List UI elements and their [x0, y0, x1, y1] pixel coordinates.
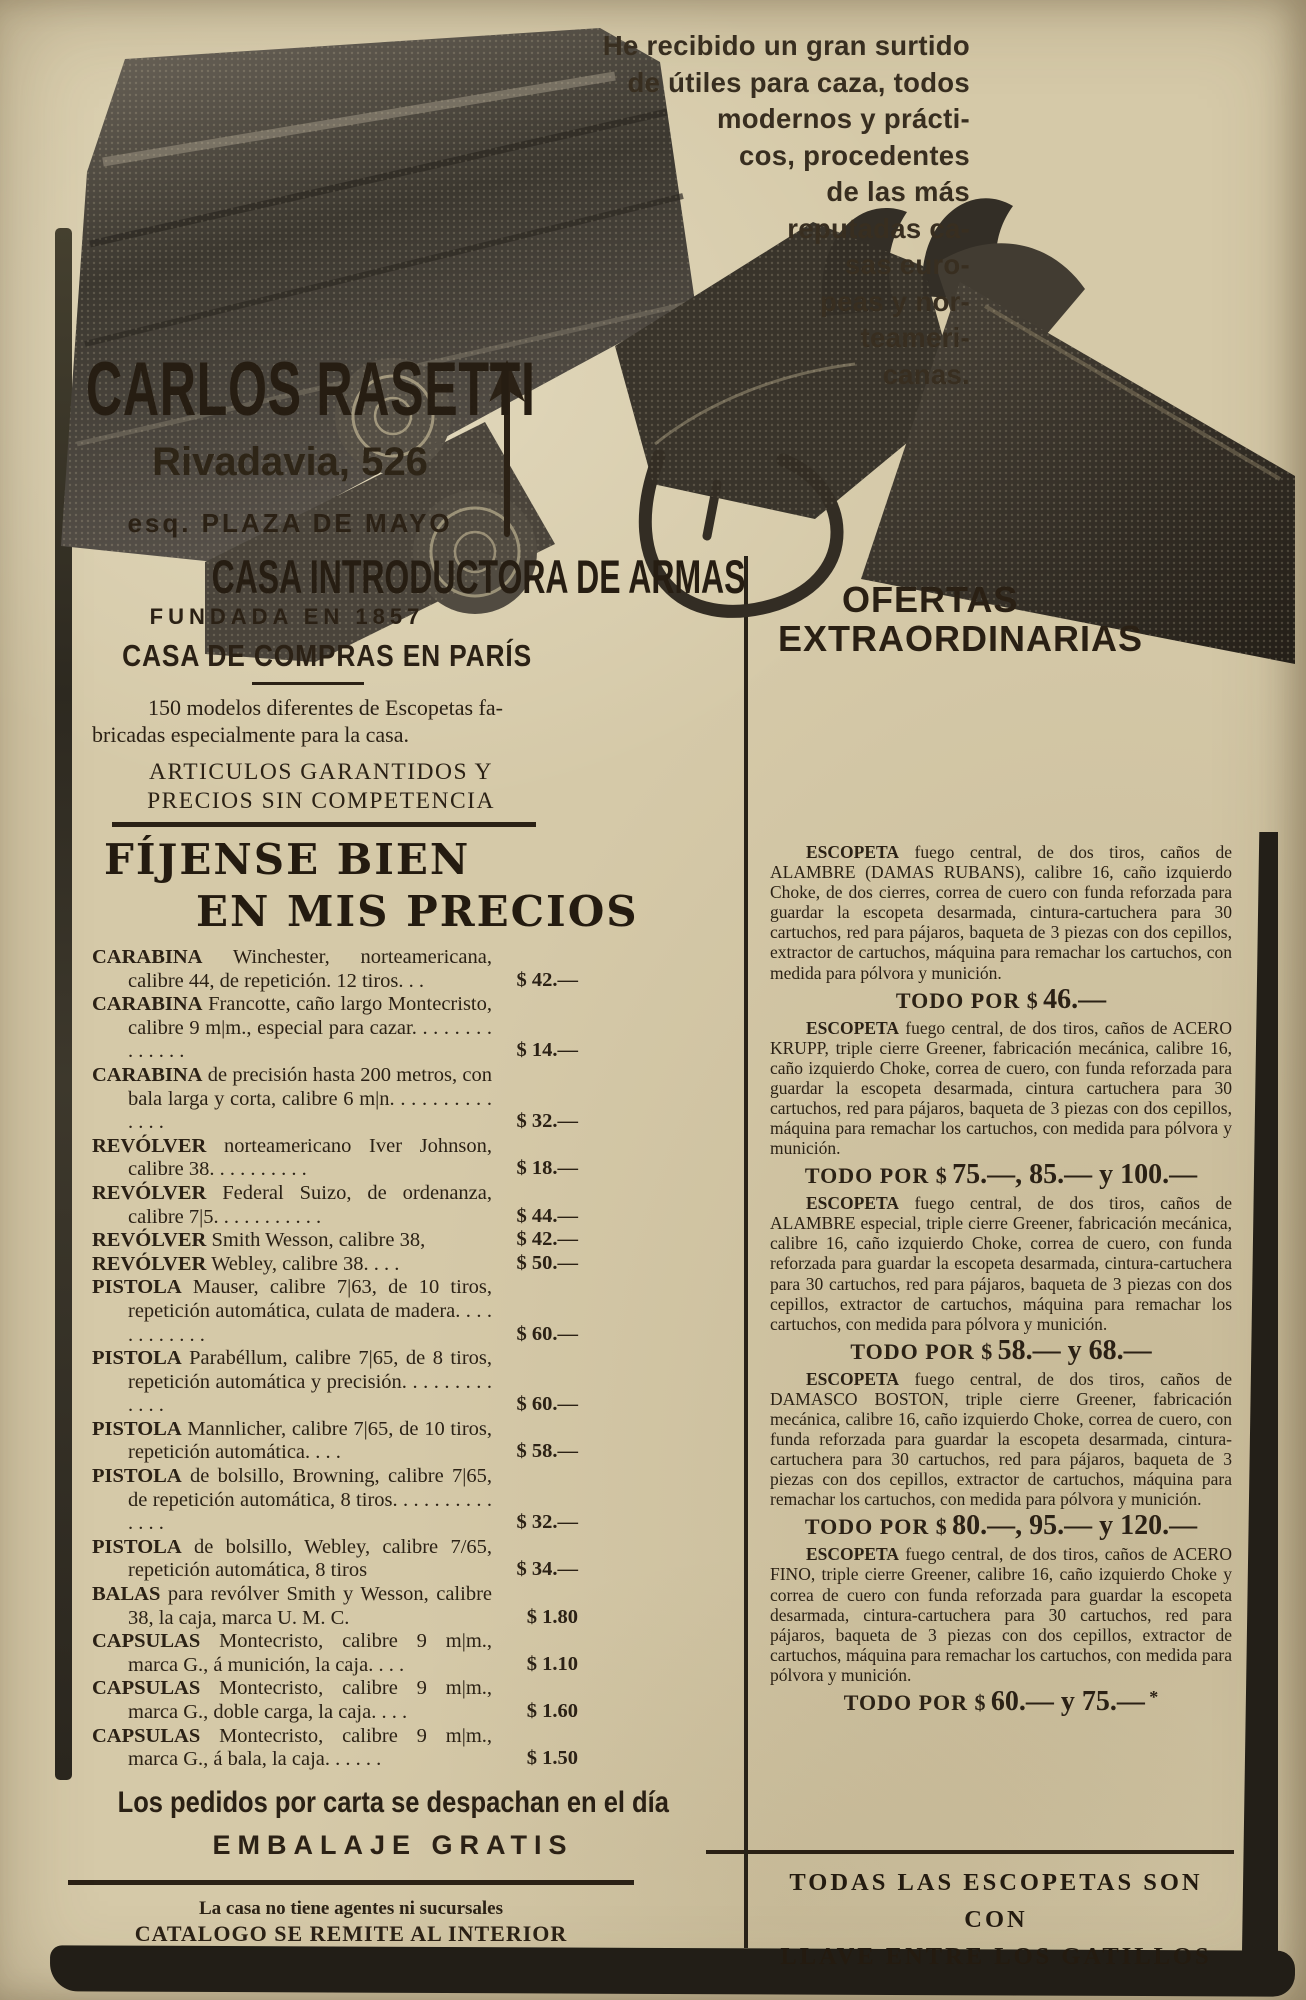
item-lead: PISTOLA	[92, 1417, 182, 1440]
orders-footer-text: Los pedidos por carta se despachan en el día	[117, 1786, 669, 1819]
item-lead: CARABINA	[92, 1063, 203, 1086]
item-description: Webley, calibre 38. . . .	[211, 1252, 400, 1275]
item-description: Mannlicher, calibre 7|65, de 10 tiros, repetición automática. . . .	[128, 1417, 492, 1464]
offer-price-line	[770, 983, 1232, 1015]
item-description: de precisión hasta 200 metros, con bala larga y corta, calibre 6 m|n. . . . . . . . . . . . . .	[128, 1063, 493, 1134]
price-list	[92, 946, 578, 1772]
offer-description: fuego central, de dos tiros, caños de DAMASCO BOSTON, triple cierre Greener, fabricación mecánica, calibre 16, caño izquierdo Choke, correa de cuero, con funda reforzada para guardar la escopeta desarmada, cintura-cartuchera para 30 cartuchos, red para pájaros, baqueta de 3 piezas con dos cepillos, extractor de cartuchos, máquina para remachar los cartuchos, con medida para pólvora y munición.	[770, 1368, 1232, 1510]
item-lead: PISTOLA	[92, 1535, 182, 1558]
offer-description: fuego central, de dos tiros, caños de ACERO KRUPP, triple cierre Greener, fabricación mecánica, calibre 16, caño izquierdo Choke, correa de cuero, con funda reforzada para guardar la escopeta desarmada, cintura cartuchera para 30 cartuchos, red para pájaros, baqueta de 3 piezas con dos cepillos, máquina para remachar los cartuchos, con medida para pólvora y munición.	[770, 1017, 1232, 1159]
offers-title	[778, 580, 1218, 658]
offers-title-line1: OFERTAS	[842, 579, 1019, 620]
intro-line: cos, procedentes	[739, 139, 970, 171]
offer-price-note: *	[1149, 1686, 1159, 1707]
offer-body	[770, 1544, 1232, 1685]
item-description: de bolsillo, Webley, calibre 7/65, repetición automática, 8 tiros	[128, 1535, 493, 1582]
item-lead: REVÓLVER	[92, 1252, 207, 1275]
item-price: $ 42.—	[516, 1228, 578, 1251]
price-list-item	[92, 1536, 578, 1583]
offer-item	[770, 1017, 1232, 1191]
guarantee-line2: PRECIOS SIN COMPETENCIA	[147, 788, 495, 814]
offer-price-amounts: 80.—, 95.— y 120.—	[952, 1510, 1198, 1542]
intro-text	[545, 28, 970, 393]
offer-price-amounts: 75.—, 85.— y 100.—	[952, 1159, 1198, 1191]
item-description: Federal Suizo, de ordenanza, calibre 7|5. . . . . . . . . . .	[128, 1181, 492, 1228]
price-list-item	[92, 993, 578, 1064]
item-price: $ 32.—	[516, 1110, 578, 1133]
item-description: Parabéllum, calibre 7|65, de 8 tiros, repetición automática y precisión. . . . . . . . . . . . .	[128, 1347, 493, 1417]
item-lead: CARABINA	[92, 946, 203, 968]
offer-price-prefix: TODO POR $	[804, 1514, 948, 1540]
item-lead: REVÓLVER	[92, 1229, 207, 1252]
intro-line: sas euro-	[845, 249, 970, 280]
price-list-item	[92, 1182, 578, 1229]
footer-rule	[68, 1880, 634, 1885]
offers-footer-line1: TODAS LAS ESCOPETAS SON CON	[789, 1869, 1203, 1933]
offer-item	[770, 1193, 1232, 1366]
offer-body	[770, 1018, 1232, 1159]
item-price: $ 1.60	[526, 1700, 578, 1722]
item-price: $ 32.—	[516, 1511, 578, 1534]
rule-under-paris	[252, 682, 364, 685]
brand-name-text: CARLOS RASETTI	[86, 347, 536, 432]
item-description: Montecristo, calibre 9 m|m., marca G., doble carga, la caja. . . .	[128, 1677, 493, 1723]
item-description: Montecristo, calibre 9 m|m., marca G., á munición, la caja. . . .	[128, 1630, 493, 1676]
price-list-item	[92, 1630, 578, 1677]
offer-description: fuego central, de dos tiros, caños de ALAMBRE (DAMAS RUBANS), calibre 16, caño izquierdo Choke, de dos cierres, correa de cuero con funda reforzada para guardar la escopeta desarmada, cintura-cartuchera para 30 cartuchos, red para pájaros, baqueta de 3 piezas con dos cepillos, extractor de cartuchos, máquina para remachar los cartuchos, con medida para pólvora y munición.	[770, 842, 1232, 983]
item-description: Francotte, caño largo Montecristo, calibre 9 m|m., especial para cazar. . . . . . . . . . . . . .	[128, 993, 493, 1063]
catalog-note: CATALOGO SE REMITE AL INTERIOR	[134, 1921, 568, 1946]
offer-item	[770, 842, 1232, 1015]
intro-line: reputadas ca-	[787, 212, 970, 244]
offer-price-amounts: 60.— y 75.—	[990, 1685, 1145, 1717]
price-list-item	[92, 1253, 578, 1277]
offer-price-line	[770, 1334, 1232, 1366]
price-list-item	[92, 1465, 578, 1536]
paris-line	[86, 638, 533, 674]
item-description: Montecristo, calibre 9 m|m., marca G., á bala, la caja. . . . . .	[128, 1724, 493, 1771]
price-list-item	[92, 1276, 578, 1347]
offer-body	[770, 842, 1232, 983]
item-lead: CARABINA	[92, 993, 203, 1016]
offer-price-prefix: TODO POR $	[804, 1163, 948, 1189]
item-price: $ 44.—	[516, 1204, 578, 1227]
guarantee-line1: ARTICULOS GARANTIDOS Y	[148, 759, 494, 785]
item-description: norteamericano Iver Johnson, calibre 38. . . . . . . . . .	[128, 1134, 492, 1181]
street-address: Rivadavia, 526	[152, 440, 428, 484]
item-lead: REVÓLVER	[92, 1134, 207, 1157]
prices-title-line2: EN MIS PRECIOS	[196, 887, 639, 936]
right-border-bar	[1242, 832, 1278, 1952]
offer-item	[770, 1544, 1232, 1717]
offer-price-prefix: TODO POR $	[843, 1689, 987, 1715]
orders-footer	[66, 1786, 720, 1820]
offer-lead: ESCOPETA	[806, 842, 900, 862]
intro-line: teameri-	[860, 322, 970, 353]
price-list-item	[92, 1347, 578, 1418]
item-lead: CAPSULAS	[92, 1677, 201, 1700]
item-price: $ 34.—	[516, 1558, 578, 1581]
item-lead: PISTOLA	[92, 1347, 182, 1370]
offer-lead: ESCOPETA	[806, 1193, 900, 1214]
intro-line: peas y nor-	[819, 285, 970, 317]
offer-price-line	[770, 1159, 1232, 1191]
house-title-text: CASA INTRODUCTORA DE ARMAS	[211, 550, 746, 603]
item-lead: CAPSULAS	[92, 1724, 201, 1747]
models-blurb	[92, 694, 550, 748]
offers-footer-rule	[706, 1850, 1234, 1854]
item-price: $ 1.80	[526, 1605, 578, 1628]
offer-price-prefix: TODO POR $	[850, 1338, 994, 1364]
item-description: Smith Wesson, calibre 38,	[211, 1229, 426, 1252]
house-title	[86, 550, 746, 603]
offer-body	[770, 1369, 1232, 1510]
free-packing: EMBALAJE GRATIS	[212, 1830, 574, 1860]
item-price: $ 42.—	[516, 968, 578, 991]
offer-body	[770, 1193, 1232, 1334]
price-list-item	[92, 1725, 578, 1772]
item-description: para revólver Smith y Wesson, calibre 38, la caja, marca U. M. C.	[128, 1583, 493, 1629]
price-list-item	[92, 1064, 578, 1135]
item-price: $ 58.—	[516, 1440, 578, 1463]
intro-line: He recibido un gran surtido	[602, 30, 970, 61]
item-price: $ 50.—	[516, 1251, 578, 1274]
offer-price-prefix: TODO POR $	[895, 987, 1039, 1013]
offer-price-amounts: 58.— y 68.—	[997, 1334, 1152, 1366]
price-list-item	[92, 1677, 578, 1724]
offer-description: fuego central, de dos tiros, caños de ALAMBRE especial, triple cierre Greener, fabricación mecánica, calibre 16, caño izquierdo Choke, correa de cuero, con funda reforzada para guardar la escopeta desarmada, cintura-cartuchera para 30 cartuchos, red para pájaros, baqueta de 3 piezas con dos cepillos, extractor de cartuchos, máquina para remachar los cartuchos, con medida para pólvora y munición.	[770, 1193, 1232, 1334]
prices-title-line1: FÍJENSE BIEN	[104, 835, 471, 884]
offers-footer	[756, 1864, 1236, 1975]
item-lead: BALAS	[92, 1583, 161, 1606]
item-price: $ 1.50	[526, 1747, 578, 1770]
brand-name	[86, 347, 536, 432]
models-blurb-line1: 150 modelos diferentes de Escopetas fa-	[148, 695, 503, 720]
item-price: $ 60.—	[516, 1393, 578, 1416]
price-list-item	[92, 1418, 578, 1465]
intro-line: de útiles para caza, todos	[627, 66, 970, 98]
prices-title	[104, 834, 639, 938]
offer-lead: ESCOPETA	[806, 1368, 900, 1389]
item-description: Winchester, norteamericana, calibre 44, de repetición. 12 tiros. . .	[128, 946, 492, 992]
offer-lead: ESCOPETA	[806, 1017, 900, 1038]
item-lead: PISTOLA	[92, 1276, 182, 1299]
item-lead: PISTOLA	[92, 1465, 182, 1488]
offer-price-line	[770, 1510, 1232, 1542]
no-agents-note: La casa no tiene agentes ni sucursales	[199, 1898, 503, 1919]
intro-line: modernos y prácti-	[717, 103, 970, 134]
intro-line: canas.	[882, 358, 970, 390]
item-description: de bolsillo, Browning, calibre 7|65, de repetición automática, 8 tiros. . . . . . . . . . . . . .	[128, 1465, 493, 1535]
section-rule	[112, 822, 536, 827]
offer-description: fuego central, de dos tiros, caños de ACERO FINO, triple cierre Greener, calibre 16, caño izquierdo Choke y correa de cuero con funda reforzada para guardar la escopeta desarmada, cintura-cartuchera para 30 cartuchos, red para pájaros, baqueta de 3 piezas con dos cepillos, extractor de cartuchos, máquina para remachar los cartuchos, con medida para pólvora y munición.	[770, 1544, 1232, 1685]
item-price: $ 1.10	[526, 1652, 578, 1675]
column-divider	[744, 556, 748, 1948]
item-lead: REVÓLVER	[92, 1181, 207, 1204]
price-list-item	[92, 946, 578, 993]
founded-line: FUNDADA EN 1857	[149, 604, 425, 629]
offers-list	[770, 842, 1232, 1720]
item-description: Mauser, calibre 7|63, de 10 tiros, repetición automática, culata de madera. . . . . . . . . . . .	[128, 1276, 492, 1346]
models-blurb-line2: bricadas especialmente para la casa.	[92, 722, 409, 747]
price-list-item	[92, 1583, 578, 1630]
offers-title-line2: EXTRAORDINARIAS	[778, 618, 1144, 659]
offer-price-line	[770, 1685, 1232, 1717]
offer-price-amounts: 46.—	[1043, 983, 1107, 1015]
price-list-item	[92, 1229, 578, 1253]
price-list-item	[92, 1135, 578, 1182]
corner-address: esq. PLAZA DE MAYO	[127, 508, 453, 538]
intro-line: de las más	[826, 176, 970, 207]
item-price: $ 18.—	[516, 1157, 578, 1180]
item-lead: CAPSULAS	[92, 1630, 201, 1653]
item-price: $ 60.—	[516, 1322, 578, 1345]
offers-footer-line2: LLAVE ENTRE LOS GATILLOS	[780, 1943, 1212, 1970]
offer-item	[770, 1368, 1232, 1542]
offer-lead: ESCOPETA	[806, 1544, 900, 1565]
paris-line-text: CASA DE COMPRAS EN PARÍS	[122, 638, 533, 673]
item-price: $ 14.—	[516, 1039, 578, 1062]
guarantee-text	[92, 758, 550, 816]
